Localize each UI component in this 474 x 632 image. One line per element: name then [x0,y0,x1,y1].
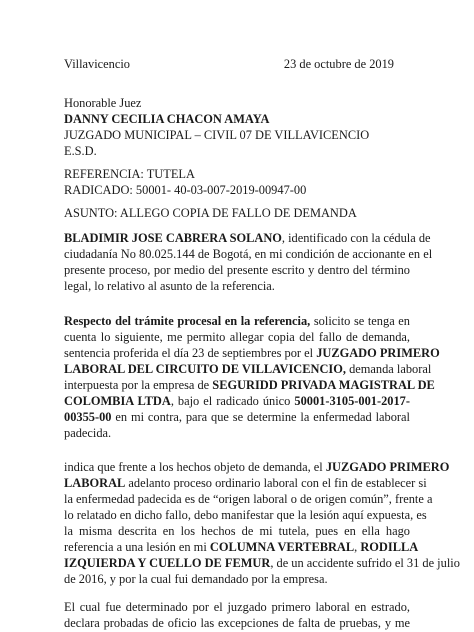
claimant-name: BLADIMIR JOSE CABRERA SOLANO [64,231,282,245]
subject-line: ASUNTO: ALLEGO COPIA DE FALLO DE DEMANDA [64,206,357,220]
para1-line2: ciudadanía No 80.025.144 de Bogotá, en mi condición de accionante en el [64,247,433,261]
city-abbrev: E.S.D. [64,144,97,158]
para3-line4: lo relatado en dicho fallo, debo manifestar que la lesión aquí expuesta, es [64,508,427,522]
para3-line8: de 2016, y por la cual fui demandado por la empresa. [64,572,328,586]
para3-line7: IZQUIERDA Y CUELLO DE FEMUR, de un accidente sufrido el 31 de julio [64,556,460,570]
para3-line3: la enfermedad padecida es de “origen laboral o de origen común”, frente a [64,492,433,506]
judge-name: DANNY CECILIA CHACON AMAYA [64,112,270,126]
letter-date: 23 de octubre de 2019 [283,57,394,71]
radicado-line: RADICADO: 50001- 40-03-007-2019-00947-00 [64,183,307,197]
salutation: Honorable Juez [64,96,142,110]
para3-line1: indica que frente a los hechos objeto de demanda, el JUZGADO PRIMERO [64,460,450,474]
para1-line4: legal, lo relativo al asunto de la referencia. [64,279,275,293]
para1-line3: presente proceso, por medio del presente escrito y dentro del término [64,263,410,277]
para1-line1: BLADIMIR JOSE CABRERA SOLANO, identificado con la cédula de [64,231,431,245]
para2-line7: 00355-00 en mi contra, para que se determine la enfermedad laboral [64,410,410,424]
para2-line3: sentencia proferida el día 23 de septiembres por el JUZGADO PRIMERO [64,346,440,360]
para2-line4: LABORAL DEL CIRCUITO DE VILLAVICENCIO, demanda laboral [64,362,432,376]
para4-line2: declara probadas de oficio las excepciones de falta de pruebas, y me [64,616,410,630]
para4-line1: El cual fue determinado por el juzgado primero laboral en estrado, [64,600,410,614]
reference-line: REFERENCIA: TUTELA [64,167,195,181]
para2-line1: Respecto del trámite procesal en la referencia, solicito se tenga en [64,314,410,328]
para3-line5: la misma descrita en los hechos de mi tutela, pues en ella hago [64,524,410,538]
para2-line5: interpuesta por la empresa de SEGURIDD PRIVADA MAGISTRAL DE [64,378,435,392]
para2-line8: padecida. [64,426,112,440]
para3-line2: LABORAL adelanto proceso ordinario laboral con el fin de establecer si [64,476,427,490]
court-name: JUZGADO MUNICIPAL – CIVIL 07 DE VILLAVICENCIO [64,128,370,142]
para2-line6: COLOMBIA LTDA, bajo el radicado único 50001-3105-001-2017- [64,394,411,408]
para2-lead: Respecto del trámite procesal en la referencia, [64,314,311,328]
para3-line6: referencia a una lesión en mi COLUMNA VERTEBRAL, RODILLA [64,540,419,554]
city: Villavicencio [64,57,131,71]
para2-line2: cuenta lo siguiente, me permito allegar copia del fallo de demanda, [64,330,410,344]
